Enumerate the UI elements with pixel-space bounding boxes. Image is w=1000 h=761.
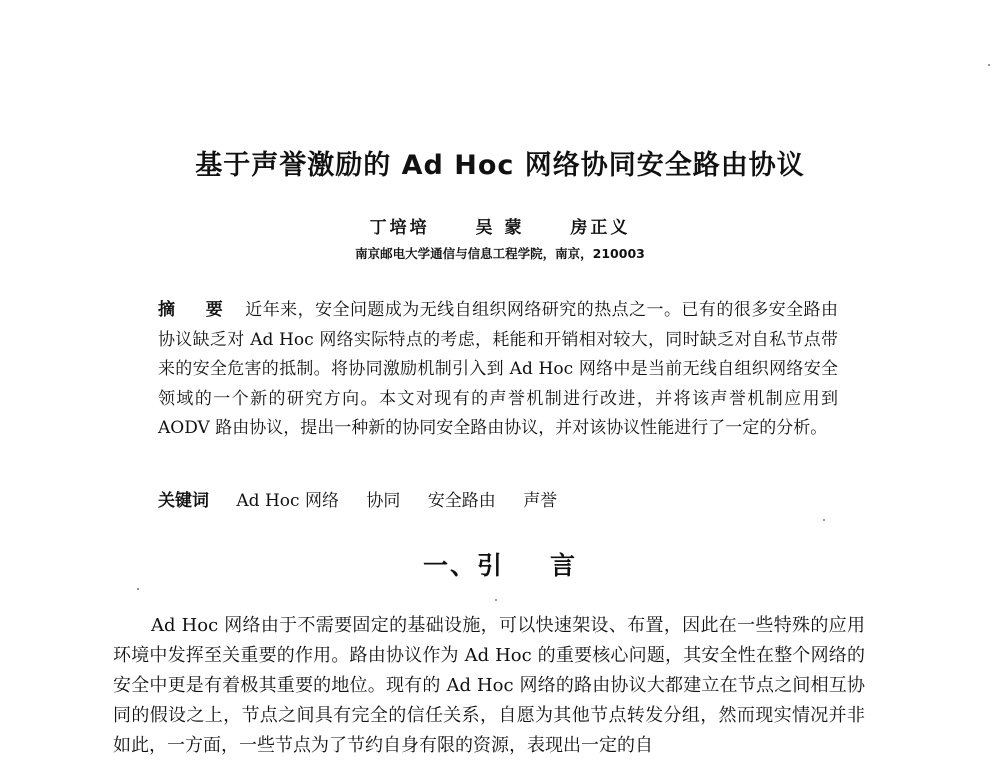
author-list bbox=[0, 213, 1000, 238]
scan-speck bbox=[495, 599, 497, 601]
author-name: 丁培培 bbox=[369, 218, 430, 238]
scan-speck bbox=[988, 64, 990, 66]
author-name: 房正义 bbox=[570, 218, 631, 238]
keyword: 协同 bbox=[366, 491, 401, 511]
keywords-label: 关键词 bbox=[158, 491, 209, 511]
section-heading bbox=[0, 546, 1000, 582]
paper-title: 基于声誉激励的 Ad Hoc 网络协同安全路由协议 bbox=[195, 150, 805, 181]
scan-speck bbox=[823, 519, 825, 521]
section-number: 一、引 bbox=[422, 551, 504, 580]
keywords bbox=[158, 487, 579, 515]
abstract bbox=[158, 296, 838, 444]
section-title: 言 bbox=[550, 551, 578, 580]
keyword: Ad Hoc 网络 bbox=[236, 491, 339, 511]
author-name: 吴 蒙 bbox=[475, 218, 525, 238]
keyword: 安全路由 bbox=[427, 491, 496, 511]
body-paragraph: Ad Hoc 网络由于不需要固定的基础设施，可以快速架设、布置，因此在一些特殊的应用环境中发挥至关重要的作用。路由协议作为 Ad Hoc 的重要核心问题，其安全性在整个网络的安全中更是有着极其重要的地位。现有的 Ad Hoc 网络的路由协议大都建立在节点之间相互协同的假设之上，节点之间具有完全的信任关系，自愿为其他节点转发分组，然而现实情况并非如此，一方面，一些节点为了节约自身有限的资源，表现出一定的自 bbox=[113, 615, 865, 756]
abstract-label: 摘 要 bbox=[158, 300, 236, 320]
keyword: 声誉 bbox=[523, 491, 558, 511]
scan-speck bbox=[137, 588, 139, 590]
abstract-text: 近年来，安全问题成为无线自组织网络研究的热点之一。已有的很多安全路由协议缺乏对 Ad Hoc 网络实际特点的考虑，耗能和开销相对较大，同时缺乏对自私节点带来的安全危害的抵制。将协同激励机制引入到 Ad Hoc 网络中是当前无线自组织网络安全领域的一个新的研究方向。本文对现有的声誉机制进行改进，并将该声誉机制应用到 AODV 路由协议，提出一种新的协同安全路由协议，并对该协议性能进行了一定的分析。 bbox=[158, 300, 839, 438]
affiliation: 南京邮电大学通信与信息工程学院，南京，210003 bbox=[355, 246, 645, 261]
